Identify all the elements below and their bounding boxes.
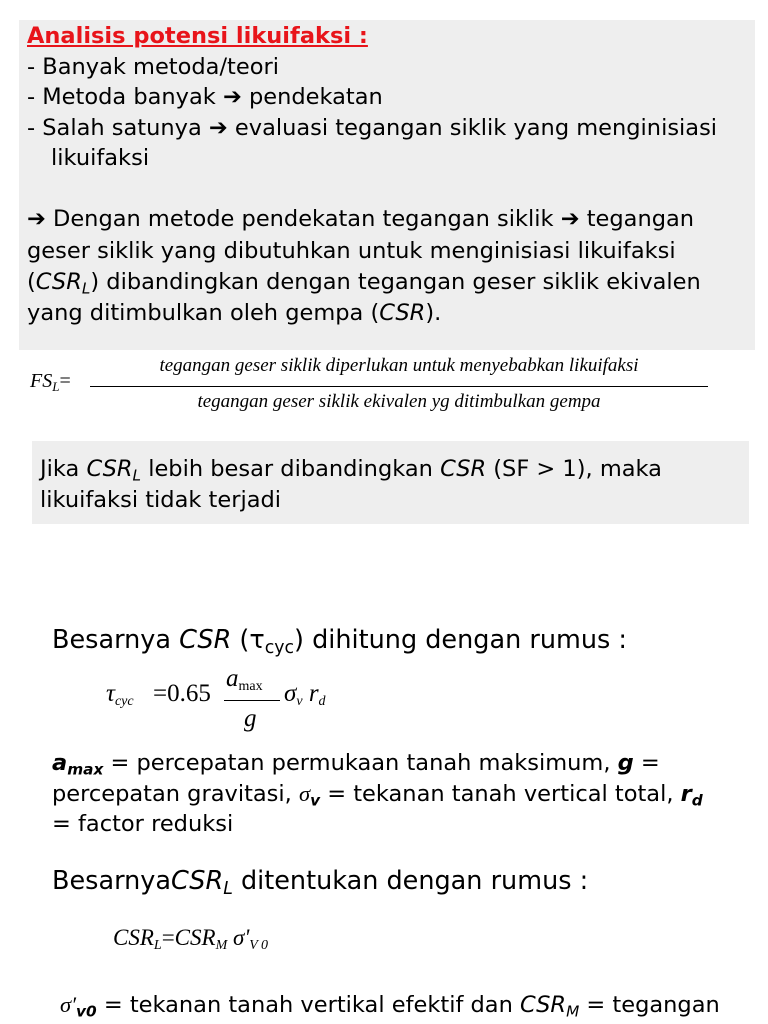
para-line-3: $(CSR_L)$ dibandingkan dengan tegangan geser siklik ekivalen <box>27 269 701 298</box>
para-line-4: yang ditimbulkan oleh gempa (CSR). <box>27 300 442 326</box>
fs-lhs: $FS_L=$ <box>30 370 71 394</box>
tau-rhs: $\sigma_v$ $r_d$ <box>284 680 326 710</box>
def-line-2: percepatan gravitasi, $\sigma_v$ = tekanan tanah vertical total, $r_d$ <box>52 781 703 810</box>
tau-numerator: $a_{max}$ <box>226 665 263 695</box>
condition-line-2: likuifaksi tidak terjadi <box>40 487 282 513</box>
tau-lhs: $\tau_{cyc}$ <box>106 680 134 710</box>
def-line-1: $a_{max}$ = percepatan permukaan tanah maksimum, g = <box>52 750 660 779</box>
section-csr-title: Besarnya CSR $(\tau_{cyc})$ dihitung dengan rumus : <box>52 625 627 659</box>
bottom-definition: $\sigma'_{v0}$ = tekanan tanah vertikal efektif dan $CSR_M$ = tegangan <box>60 992 720 1021</box>
fs-fraction-line <box>90 386 708 387</box>
section-csrl-title: BesarnyaCSR$_L$ ditentukan dengan rumus : <box>52 866 589 900</box>
arrow-icon: ➔ <box>27 206 46 232</box>
para-line-1: ➔ Dengan metode pendekatan tegangan siklik ➔ tegangan <box>27 206 695 232</box>
tau-denominator: g <box>244 705 257 732</box>
para-line-2: geser siklik yang dibutuhkan untuk menginisiasi likuifaksi <box>27 238 676 264</box>
bullet-3: - Salah satunya ➔ evaluasi tegangan siklik yang menginisiasi <box>27 115 718 141</box>
tau-fraction-line <box>224 700 280 701</box>
arrow-icon: ➔ <box>208 115 228 141</box>
arrow-icon: ➔ <box>222 84 242 110</box>
csrl-equation: $CSR_L=CSR_M$ $\sigma'_{V 0}$ <box>113 925 269 954</box>
condition-line-1: Jika $CSR_L$ lebih besar dibandingkan CSR (SF > 1), maka <box>40 456 662 485</box>
tau-coefficient: =0.65 <box>153 680 211 707</box>
bullet-1: - Banyak metoda/teori <box>27 54 279 80</box>
fs-denominator: tegangan geser siklik ekivalen yg ditimbulkan gempa <box>197 391 601 412</box>
bullet-2: - Metoda banyak ➔ pendekatan <box>27 84 383 110</box>
fs-numerator: tegangan geser siklik diperlukan untuk menyebabkan likuifaksi <box>159 355 639 376</box>
bullet-3-cont: likuifaksi <box>51 145 150 171</box>
def-line-3: = factor reduksi <box>52 811 234 837</box>
arrow-icon: ➔ <box>560 206 580 232</box>
slide-heading: Analisis potensi likuifaksi : <box>27 23 368 49</box>
